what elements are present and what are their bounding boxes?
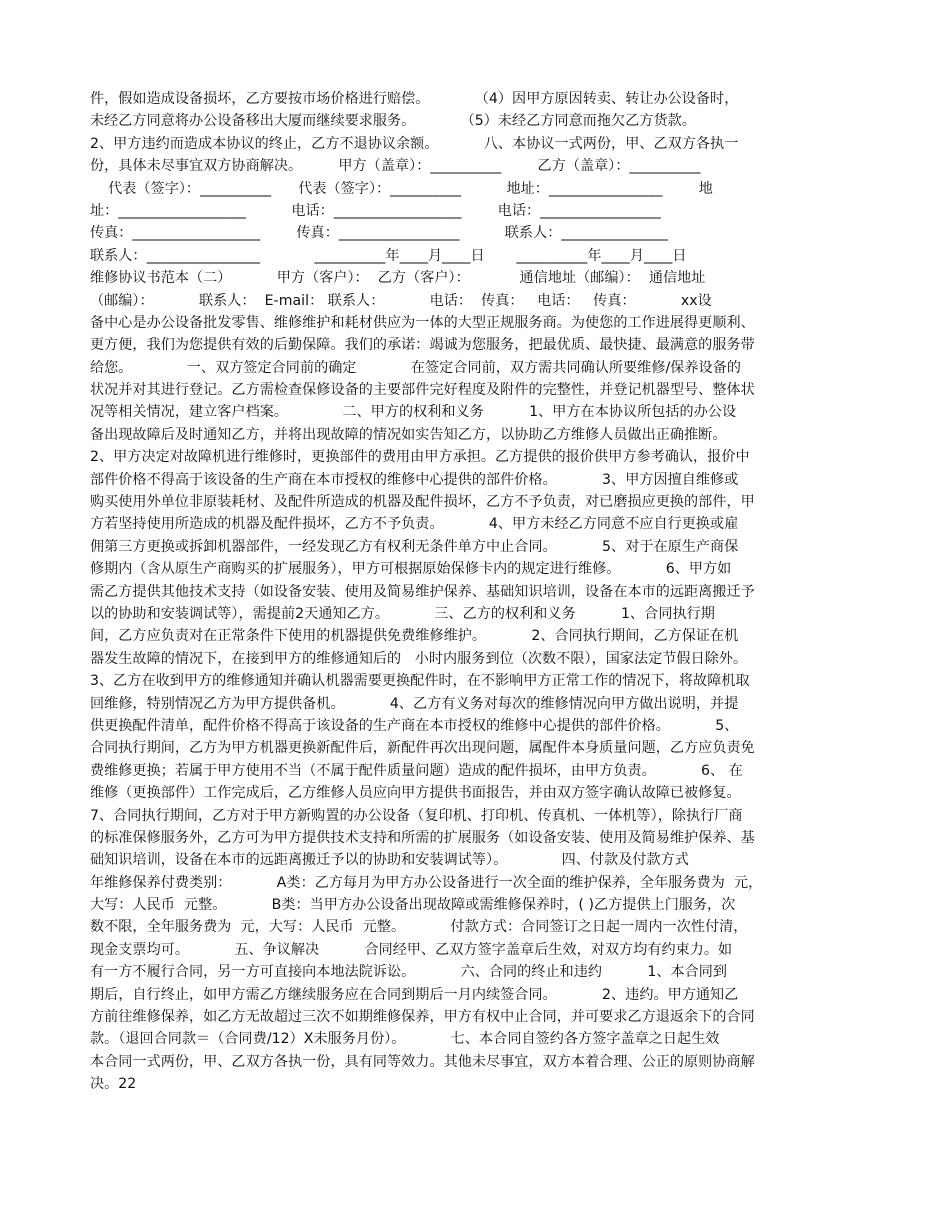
text-line: 有一方不履行合同，另一方可直接向本地法院诉讼。 六、合同的终止和违约 1、本合同到 — [90, 964, 728, 981]
text-line: 维修（更换部件）工作完成后，乙方维修人员应向甲方提供书面报告，并由双方签字确认故障已被修复。 — [90, 785, 741, 802]
text-line: 大写：人民币 元整。 B类：当甲方办公设备出现故障或需维修保养时，( )乙方提供上门服务，次 — [90, 897, 736, 914]
text-line: 未经乙方同意将办公设备移出大厦而继续要求服务。 （5）未经乙方同意而拖欠乙方货款。 — [90, 113, 696, 130]
text-line: 2、甲方决定对故障机进行维修时，更换部件的费用由甲方承担。乙方提供的报价供甲方参考确认，报价中 — [90, 449, 750, 466]
text-line: 数不限，全年服务费为 元，大写：人民币 元整。 付款方式：合同签订之日起一周内一次性付清， — [90, 919, 748, 936]
text-line: 年维修保养付费类别： A类：乙方每月为甲方办公设备进行一次全面的维护保养，全年服务费为 元， — [90, 874, 763, 891]
text-line: 础知识培训，设备在本市的远距离搬迁予以的协助和安装调试等）。 四、付款及付款方式 — [90, 852, 689, 869]
text-line: 方若坚持使用所造成的机器及配件损坏，乙方不予负责。 4、甲方未经乙方同意不应自行更换或雇 — [90, 516, 739, 533]
text-line: 供更换配件清单，配件价格不得高于该设备的生产商在本市授权的维修中心提供的部件价格。 5、 — [90, 717, 739, 734]
text-line: 需乙方提供其他技术支持（如设备安装、使用及简易维护保养、基础知识培训，设备在本市的远距离搬迁予 — [90, 583, 755, 600]
text-line: 购买使用外单位非原装耗材、及配件所造成的机器及配件损坏，乙方不予负责，对已磨损应更换的部件，甲 — [90, 494, 755, 511]
document-body — [90, 88, 862, 1096]
text-line: 期后，自行终止，如甲方需乙方继续服务应在合同到期后一月内续签合同。 2、违约。甲方通知乙 — [90, 986, 739, 1003]
text-line: 份，具体未尽事宜双方协商解决。 甲方（盖章）：__________ 乙方（盖章）：__________ — [90, 158, 701, 175]
text-line: 款。（退回合同款＝（合同费/12）X未服务月份）。 七、本合同自签约各方签字盖章之日起生效 — [90, 1031, 720, 1048]
text-line: 器发生故障的情况下，在接到甲方的维修通知后的 小时内服务到位（次数不限），国家法定节假日除外。 — [90, 650, 748, 667]
text-line: 备中心是办公设备批发零售、维修维护和耗材供应为一体的大型正规服务商。为使您的工作进展得更顺利、 — [90, 314, 755, 331]
text-line: 费维修更换；若属于甲方使用不当（不属于配件质量问题）造成的配件损坏，由甲方负责。 6、 在 — [90, 762, 743, 779]
text-line: 址：__________________ 电话：__________________ 电话：_________________ — [90, 202, 661, 219]
text-line: 间，乙方应负责对在正常条件下使用的机器提供免费维修维护。 2、合同执行期间，乙方保证在机 — [90, 628, 739, 645]
text-line: 回维修，特别情况乙方为甲方提供备机。 4、乙方有义务对每次的维修情况向甲方做出说明，并提 — [90, 695, 739, 712]
text-line: 维修协议书范本（二） 甲方（客户）： 乙方（客户）： 通信地址（邮编）： 通信地址 — [90, 270, 706, 287]
text-line: 决。22 — [90, 1076, 137, 1093]
text-line: 更方便，我们为您提供有效的后勤保障。我们的承诺：竭诚为您服务，把最优质、最快捷、最满意的服务带 — [90, 337, 755, 354]
text-line: 代表（签字）：__________ 代表（签字）：__________ 地址：________________ 地 — [90, 180, 713, 197]
text-line: 联系人：________________ __________年____月____日 __________年____月____日 — [90, 247, 687, 264]
text-line: 状况并对其进行登记。乙方需检查保修设备的主要部件完好程度及附件的完整性，并登记机器型号、整体状 — [90, 382, 755, 399]
text-line: 2、甲方违约而造成本协议的终止，乙方不退协议余额。 八、本协议一式两份，甲、乙双方各执一 — [90, 135, 739, 152]
text-line: 7、合同执行期间，乙方对于甲方新购置的办公设备（复印机、打印机、传真机、一体机等），除执行厂商 — [90, 807, 743, 824]
text-line: 合同执行期间，乙方为甲方机器更换新配件后，新配件再次出现问题，属配件本身质量问题，乙方应负责免 — [90, 740, 755, 757]
text-line: 现金支票均可。 五、争议解决 合同经甲、乙双方签字盖章后生效，对双方均有约束力。如 — [90, 941, 733, 958]
text-line: 佣第三方更换或拆卸机器部件，一经发现乙方有权利无条件单方中止合同。 5、对于在原生产商保 — [90, 538, 739, 555]
text-line: 给您。 一、双方签定合同前的确定 在签定合同前，双方需共同确认所要维修/保养设备的 — [90, 359, 741, 376]
text-line: （邮编）： 联系人： E-mail： 联系人： 电话： 传真： 电话： 传真： xx设 — [90, 292, 712, 309]
text-line: 传真：__________________ 传真：_________________ 联系人：_______________ — [90, 225, 668, 242]
text-line: 以的协助和安装调试等），需提前2天通知乙方。 三、乙方的权利和义务 1、合同执行期 — [90, 605, 715, 622]
text-line: 的标准保修服务外，乙方可为甲方提供技术支持和所需的扩展服务（如设备安装、使用及简易维护保养、基 — [90, 829, 755, 846]
text-line: 本合同一式两份，甲、乙双方各执一份，具有同等效力。其他未尽事宜，双方本着合理、公正的原则协商解 — [90, 1053, 755, 1070]
text-line: 修期内（含从原生产商购买的扩展服务），甲方可根据原始保修卡内的规定进行维修。 6、甲方如 — [90, 561, 732, 578]
text-line: 件，假如造成设备损坏，乙方要按市场价格进行赔偿。 （4）因甲方原因转卖、转让办公设备时， — [90, 91, 739, 107]
text-line: 部件价格不得高于该设备的生产商在本市授权的维修中心提供的部件价格。 3、甲方因擅自维修或 — [90, 471, 739, 488]
text-line: 备出现故障后及时通知乙方，并将出现故障的情况如实告知乙方，以协助乙方维修人员做出正确推断。 — [90, 426, 727, 443]
text-line: 方前往维修保养，如乙方无故超过三次不如期维修保养，甲方有权中止合同，并可要求乙方退返余下的合同 — [90, 1009, 755, 1026]
text-line: 3、乙方在收到甲方的维修通知并确认机器需要更换配件时，在不影响甲方正常工作的情况下，将故障机取 — [90, 673, 750, 690]
text-line: 况等相关情况，建立客户档案。 二、甲方的权利和义务 1、甲方在本协议所包括的办公设 — [90, 404, 737, 421]
